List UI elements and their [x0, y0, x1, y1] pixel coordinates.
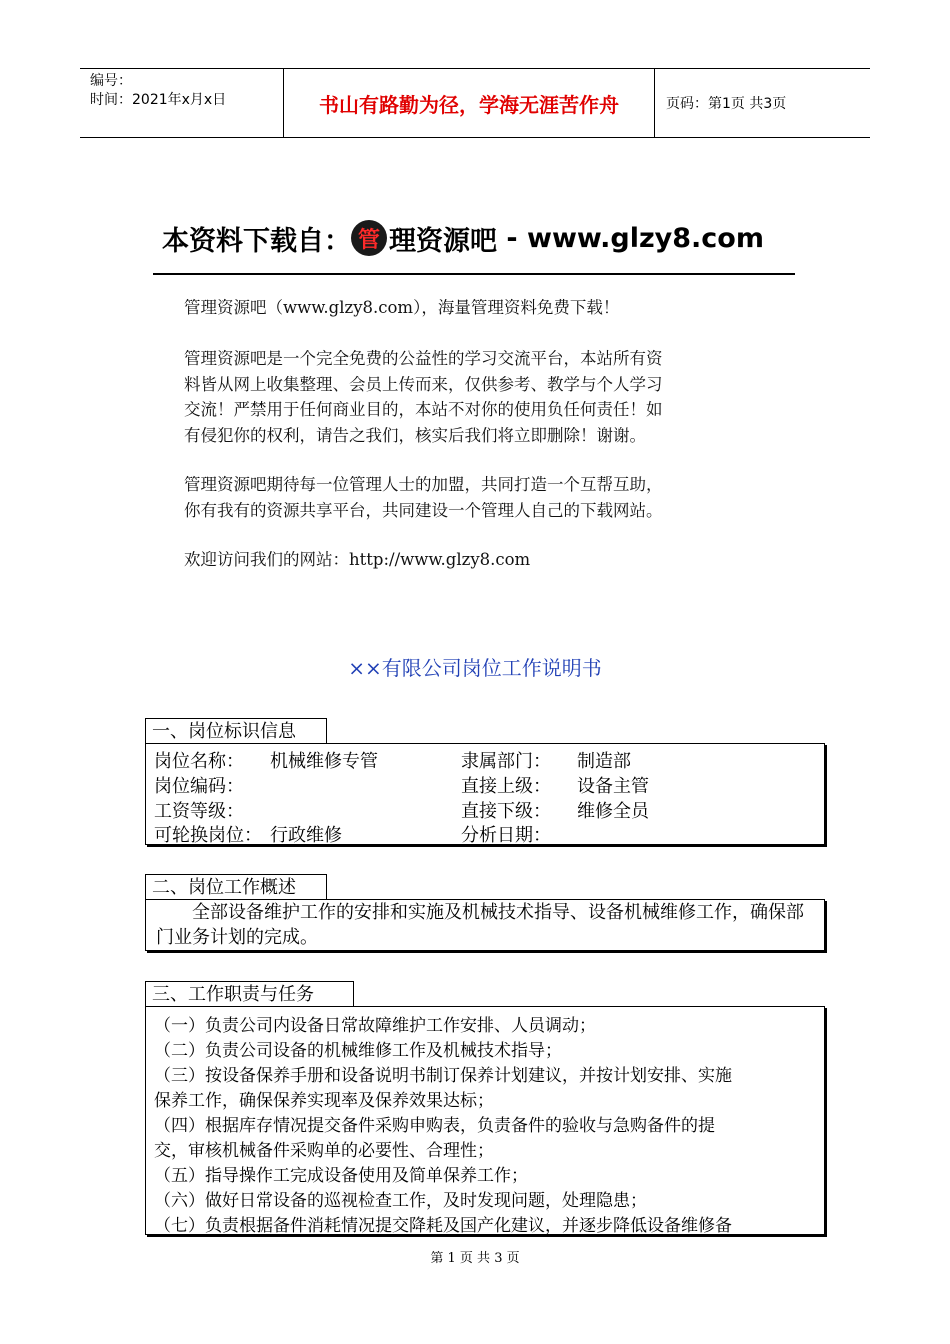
intro-line: 管理资源吧（www.glzy8.com），海量管理资料免费下载！ [184, 298, 620, 317]
duty-line: 保养工作，确保保养实现率及保养效果达标； [154, 1091, 494, 1111]
duty-line: 交，审核机械备件采购单的必要性、合理性； [154, 1141, 494, 1161]
section-1-box [145, 743, 825, 845]
field-label: 可轮换岗位： [154, 825, 262, 846]
section-3-box [145, 1006, 825, 1235]
time-label: 时间：2021年x月x日 [90, 92, 227, 108]
field-label: 直接下级： [461, 801, 551, 822]
intro-paragraph-1 [184, 295, 784, 321]
field-label: 分析日期： [461, 825, 551, 846]
page-header [80, 68, 870, 138]
intro-line: 管理资源吧期待每一位管理人士的加盟，共同打造一个互帮互助， [184, 475, 663, 494]
document-title: ××有限公司岗位工作说明书 [348, 656, 602, 680]
page-footer: 第 1 页 共 3 页 [430, 1251, 520, 1266]
section-3-heading: 三、工作职责与任务 [145, 981, 354, 1006]
field-value: 行政维修 [270, 825, 342, 846]
download-banner [162, 218, 802, 258]
duty-line: （二）负责公司设备的机械维修工作及机械技术指导； [154, 1041, 562, 1061]
intro-paragraph-4 [184, 547, 784, 573]
banner-brand: 理资源吧 [389, 225, 497, 257]
field-label: 岗位名称： [154, 751, 244, 772]
intro-line: 有侵犯你的权利，请告之我们，核实后我们将立即删除！谢谢。 [184, 425, 646, 445]
duty-line: （七）负责根据备件消耗情况提交降耗及国产化建议，并逐步降低设备维修备 [154, 1216, 732, 1236]
duty-line: （四）根据库存情况提交备件采购申购表，负责备件的验收与急购备件的提 [154, 1116, 715, 1136]
field-label: 直接上级： [461, 776, 551, 797]
intro-paragraph-2 [184, 346, 784, 448]
field-label: 工资等级： [154, 801, 244, 822]
section-2-text [156, 900, 821, 950]
header-page-number: 页码：第1页 共3页 [666, 96, 787, 112]
field-value: 维修全员 [577, 801, 649, 822]
website-link[interactable]: 欢迎访问我们的网站：http://www.glzy8.com [184, 550, 531, 569]
field-value: 机械维修专管 [270, 751, 378, 772]
duty-line: （一）负责公司内设备日常故障维护工作安排、人员调动； [154, 1016, 596, 1036]
banner-url: - www.glzy8.com [497, 222, 764, 254]
number-label: 编号： [90, 73, 132, 89]
intro-line: 管理资源吧是一个完全免费的公益性的学习交流平台，本站所有资 [184, 349, 663, 368]
summary-text: 全部设备维护工作的安排和实施及机械技术指导、设备机械维修工作，确保部门业务计划的完成。 [156, 902, 804, 948]
field-value: 制造部 [577, 751, 631, 772]
field-value: 设备主管 [577, 776, 649, 797]
duty-line: （三）按设备保养手册和设备说明书制订保养计划建议，并按计划安排、实施 [154, 1066, 732, 1086]
header-divider [654, 69, 655, 137]
logo-icon: 管 [351, 220, 387, 256]
field-label: 隶属部门： [461, 751, 551, 772]
intro-line: 你有我有的资源共享平台，共同建设一个管理人自己的下载网站。 [184, 500, 663, 520]
intro-line: 交流！严禁用于任何商业目的，本站不对你的使用负任何责任！如 [184, 400, 663, 419]
duty-line: （六）做好日常设备的巡视检查工作，及时发现问题，处理隐患； [154, 1191, 647, 1211]
header-motto: 书山有路勤为径，学海无涯苦作舟 [319, 92, 619, 117]
duty-line: （五）指导操作工完成设备使用及简单保养工作； [154, 1166, 528, 1186]
section-2-heading: 二、岗位工作概述 [145, 874, 327, 899]
intro-paragraph-3 [184, 472, 784, 523]
intro-line: 料皆从网上收集整理、会员上传而来，仅供参考、教学与个人学习 [184, 374, 663, 394]
field-label: 岗位编码： [154, 776, 244, 797]
section-2-box [145, 899, 825, 951]
banner-rule [153, 273, 795, 275]
section-1-heading: 一、岗位标识信息 [145, 718, 327, 743]
banner-prefix: 本资料下载自： [162, 225, 351, 257]
header-meta [80, 69, 283, 137]
